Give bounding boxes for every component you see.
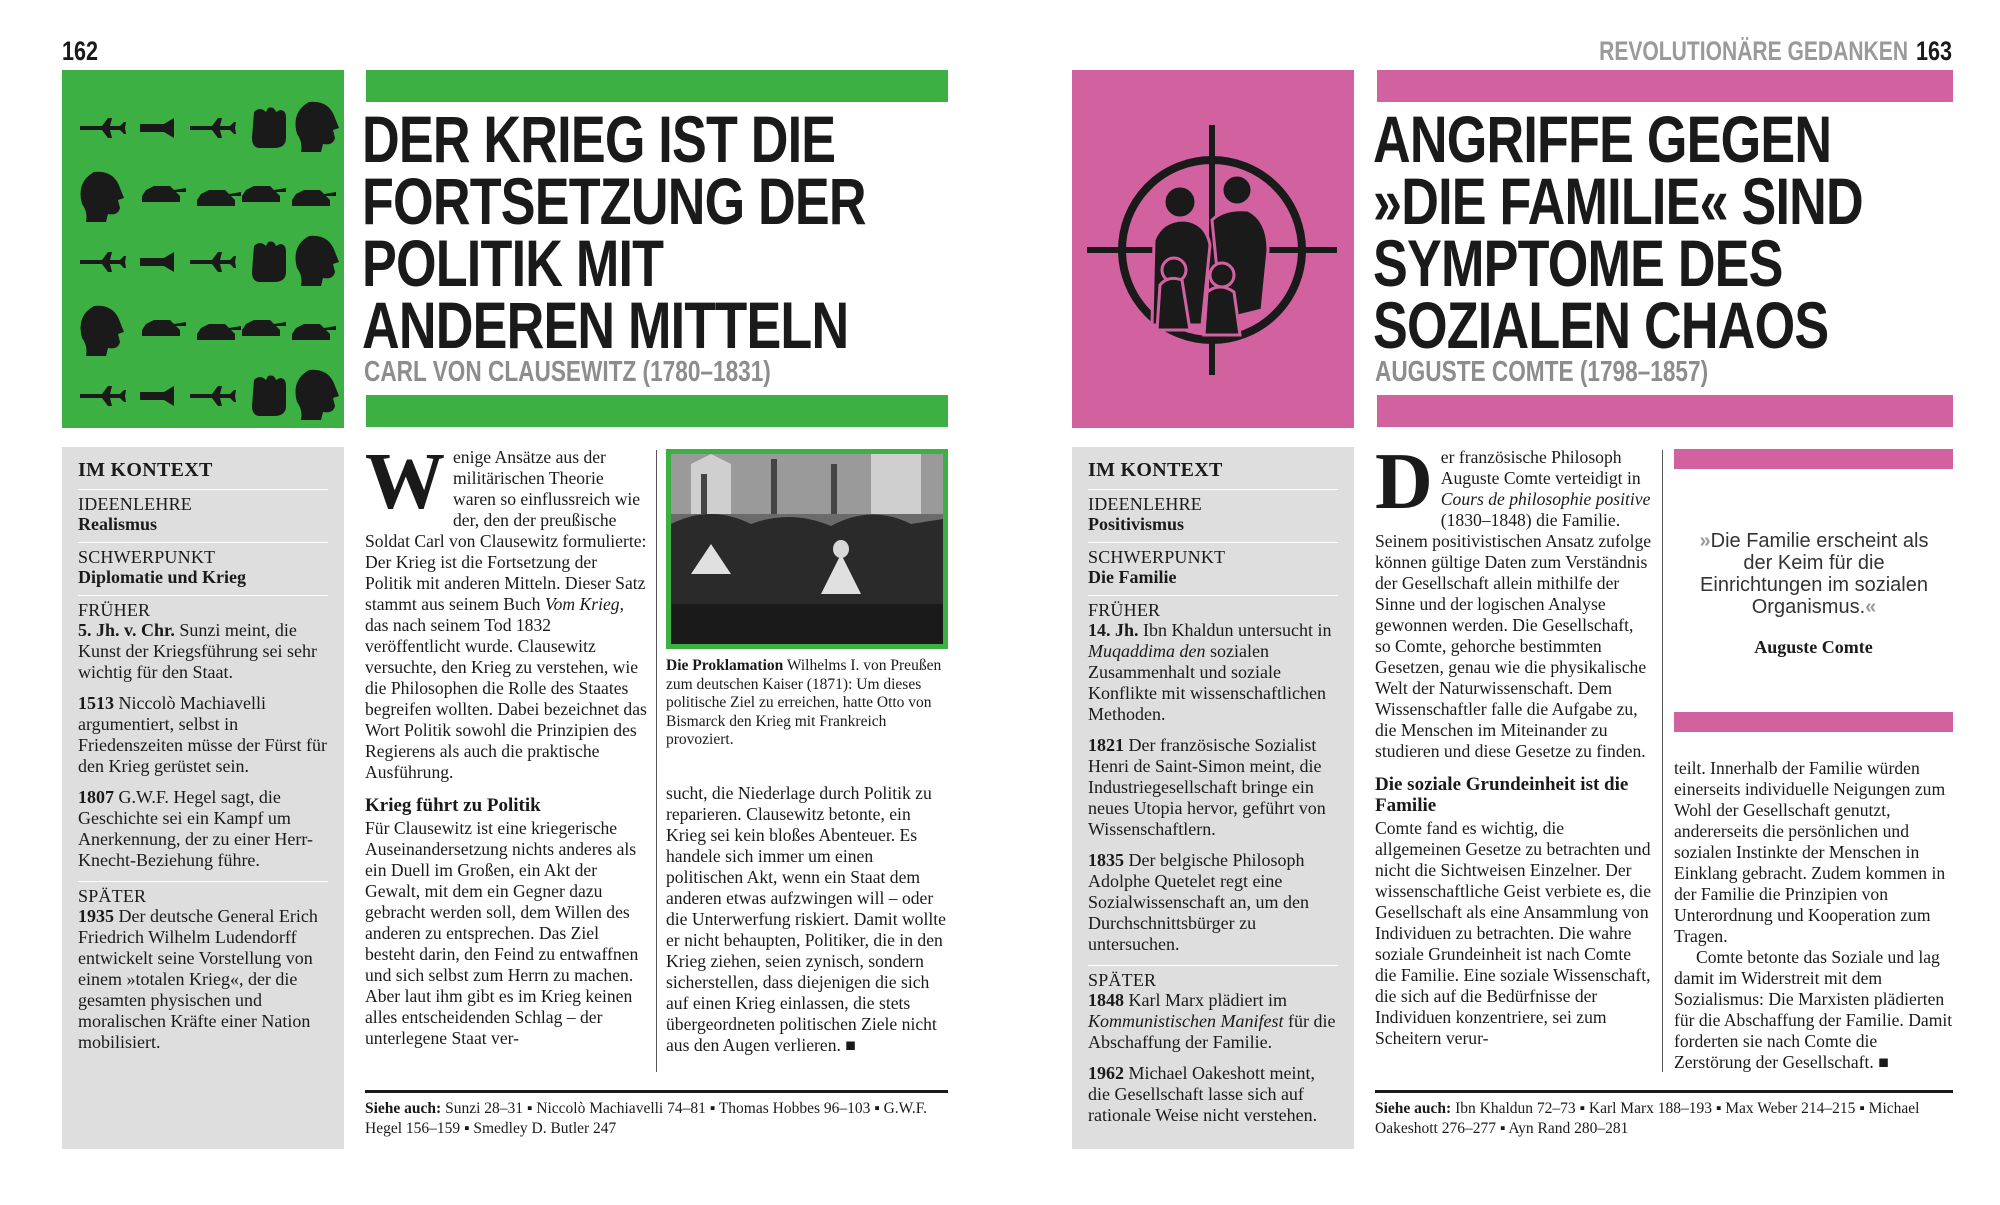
see-also-left: Siehe auch: Sunzi 28–31 ▪ Niccolò Machiavelli 74–81 ▪ Thomas Hobbes 96–103 ▪ G.W.F. Hegel 156–159 ▪ Smedley D. Butler 247 xyxy=(365,1090,948,1139)
dropcap: D xyxy=(1375,438,1433,526)
context-entry: 14. Jh. Ibn Khaldun untersucht in Muqaddima den sozialen Zusammenhalt und soziale Konflikte mit wissenschaftlichen Methoden. xyxy=(1088,620,1332,724)
title-bar-top-right xyxy=(1377,70,1953,102)
page-title-right: ANGRIFFE GEGEN »DIE FAMILIE« SIND SYMPTOME DES SOZIALEN CHAOS xyxy=(1373,102,1863,362)
title-bar-bottom-left xyxy=(366,395,948,427)
context-box-right: IM KONTEXT IDEENLEHRE Positivismus SCHWERPUNKT Die Familie FRÜHER 14. Jh. Ibn Khaldun untersucht in Muqaddima den sozialen Zusammenhalt und soziale Konflikte mit wissenschaftlichen Methoden. 1821 Der französische Sozialist Henri de Saint-Simon meint, die Industriegesellschaft bringe ein neues Utopia hervor, geführt von Wissenschaftlern. 1835 Der belgische Philosoph Adolphe Quetelet regt eine Sozialwissenschaft an, um den Durchschnittsbürger zu untersuchen. SPÄTER 1848 Karl Marx plädiert im Kommunistischen Manifest für die Abschaffung der Familie. 1962 Michael Oakeshott meint, die Gesellschaft lasse sich auf rationale Weise nicht verstehen. xyxy=(1072,447,1354,1149)
column-divider xyxy=(1662,450,1663,1072)
column-divider xyxy=(656,450,657,1072)
body-column-2-right: teilt. Innerhalb der Familie würden einerseits individuelle Neigungen zum Wohl der Gesellschaft genutzt, andererseits die persönlichen und sozialen Instinkte der Menschen in Einklang gebracht. Zudem kommen in der Familie die Prinzipien von Unterordnung und Kooperation zum Tragen. Comte betonte das Soziale und lag damit im Widerstreit mit dem Sozialismus: Die Marxisten plädierten für die Abschaffung der Familie. Damit forderten sie nach Comte die Zerstörung der Gesellschaft. ■ xyxy=(1674,758,1953,1072)
proclamation-photo xyxy=(666,449,948,649)
section-title: REVOLUTIONÄRE GEDANKEN xyxy=(1599,36,1908,66)
context-entry: 1962 Michael Oakeshott meint, die Gesellschaft lasse sich auf rationale Weise nicht verstehen. xyxy=(1088,1063,1318,1125)
family-crosshair-icon xyxy=(1072,70,1354,428)
dropcap: W xyxy=(365,438,445,526)
context-entry: 1513 Niccolò Machiavelli argumentiert, selbst in Friedenszeiten müsse der Fürst für den Krieg gerüstet sein. xyxy=(78,693,327,776)
context-heading: IM KONTEXT xyxy=(1088,459,1223,481)
context-heading: IM KONTEXT xyxy=(78,459,213,481)
page-number-left: 162 xyxy=(62,36,99,66)
body-column-2-left: sucht, die Niederlage durch Politik zu reparieren. Clausewitz betonte, ein Krieg sei kein bloßes Abenteuer. Es handele sich immer um einen politischen Akt, wenn ein Staat dem anderen etwas aufzwingen will – oder die Unterwerfung riskiert. Damit wollte er nicht behaupten, Politiker, die in den Krieg ziehen, seien zynisch, sondern sicherstellen, dass diejenigen die sich auf einen Krieg einlassen, die stets übergeordneten politischen Ziele nicht aus den Augen verlieren. ■ xyxy=(666,783,946,1055)
section-heading: Krieg führt zu Politik xyxy=(365,795,541,816)
context-entry: 5. Jh. v. Chr. Sunzi meint, die Kunst der Kriegsführung sei sehr wichtig für den Staat. xyxy=(78,620,317,682)
context-box-left: IM KONTEXT IDEENLEHRE Realismus SCHWERPUNKT Diplomatie und Krieg FRÜHER 5. Jh. v. Chr. Sunzi meint, die Kunst der Kriegsführung sei sehr wichtig für den Staat. 1513 Niccolò Machiavelli argumentiert, selbst in Friedenszeiten müsse der Fürst für den Krieg gerüstet sein. 1807 G.W.F. Hegel sagt, die Geschichte sei ein Kampf um Anerkennung, der zu einer Herr-Knecht-Beziehung führe. SPÄTER 1935 Der deutsche General Erich Friedrich Wilhelm Ludendorff entwickelt seine Vorstellung von einem »totalen Krieg«, der die gesamten physischen und moralischen Kräfte einer Nation mobilisiert. xyxy=(62,447,344,1149)
photo-caption: Die Proklamation Wilhelms I. von Preußen zum deutschen Kaiser (1871): Um dieses politische Ziel zu erreichen, hatte Otto von Bismarck den Krieg mit Frankreich provoziert. xyxy=(666,657,942,748)
pull-quote: »Die Familie erscheint als der Keim für die Einrichtungen im sozialen Organismus.« xyxy=(1699,530,1929,618)
section-heading: Die soziale Grundeinheit ist die Familie xyxy=(1375,774,1629,816)
author-left: CARL VON CLAUSEWITZ (1780–1831) xyxy=(364,356,771,388)
context-entry: 1821 Der französische Sozialist Henri de Saint-Simon meint, die Industriegesellschaft bringe ein neues Utopia hervor, geführt von Wissenschaftlern. xyxy=(1088,735,1326,839)
title-bar-top-left xyxy=(366,70,948,102)
quote-bar-top xyxy=(1674,449,1953,469)
quote-bar-bottom xyxy=(1674,712,1953,732)
page-title-left: DER KRIEG IST DIE FORTSETZUNG DER POLITIK MIT ANDEREN MITTELN xyxy=(362,102,866,362)
see-also-right: Siehe auch: Ibn Khaldun 72–73 ▪ Karl Marx 188–193 ▪ Max Weber 214–215 ▪ Michael Oakeshott 276–277 ▪ Ayn Rand 280–281 xyxy=(1375,1090,1953,1139)
war-symbols-grid-icon xyxy=(62,70,344,428)
author-right: AUGUSTE COMTE (1798–1857) xyxy=(1375,356,1709,388)
context-entry: 1807 G.W.F. Hegel sagt, die Geschichte sei ein Kampf um Anerkennung, der zu einer Herr-Knecht-Beziehung führe. xyxy=(78,787,314,870)
page-number-right: 163 xyxy=(1915,36,1952,66)
quote-author: Auguste Comte xyxy=(1754,637,1873,657)
context-entry: 1835 Der belgische Philosoph Adolphe Quetelet regt eine Sozialwissenschaft an, um den Durchschnittsbürger zu untersuchen. xyxy=(1088,850,1309,954)
body-column-1-right: D er französische Philosoph Auguste Comte verteidigt in Cours de philosophie positive (1830–1848) die Familie. Seinem positivistischen Ansatz zufolge können gültige Daten zum Verständnis der Gesellschaft allein mithilfe der Sinne und der logischen Analyse gewonnen werden. Die Gesellschaft, so Comte, gehorche bestimmten Gesetzen, genau wie die physikalische Welt der Naturwissenschaft. Dem Wissenschaftler falle die Aufgabe zu, die Menschen im Miteinander zu studieren und diese Gesetze zu finden. Die soziale Grundeinheit ist die Familie Comte fand es wichtig, die allgemeinen Gesetze zu betrachten und nicht die Sichtweisen Einzelner. Der wissenschaftliche Geist verbiete es, die Gesellschaft als eine Ansammlung von Individuen zu betrachten. Die wahre soziale Grundeinheit ist nach Comte die Familie. Eine soziale Wissenschaft, die sich auf die Bedürfnisse der Individuen konzentriere, sei zum Scheitern verur- xyxy=(1375,438,1652,1048)
context-entry: 1935 Der deutsche General Erich Friedrich Wilhelm Ludendorff entwickelt seine Vorstellung von einem »totalen Krieg«, der die gesamten physischen und moralischen Kräfte einer Nation mobilisiert. xyxy=(78,906,318,1052)
body-column-1-left: W enige Ansätze aus der militärischen Theorie waren so einflussreich wie der, den der preußische Soldat Carl von Clausewitz formulierte: Der Krieg ist die Fortsetzung der Politik mit anderen Mitteln. Dieser Satz stammt aus seinem Buch Vom Krieg, das nach seinem Tod 1832 veröffentlicht wurde. Clausewitz versuchte, den Krieg zu verstehen, wie die Philosophen die Rolle des Staates begreifen wollten. Dabei bezeichnet das Wort Politik sowohl die Prinzipien des Regierens als auch die praktische Ausführung. Krieg führt zu Politik Für Clausewitz ist eine kriegerische Auseinandersetzung nichts anderes als ein Duell im Großen, ein Akt der Gewalt, mit dem ein Gegner dazu gebracht werden soll, dem Willen des anderen zu entsprechen. Das Ziel besteht darin, den Feind zu entwaffnen und sich selbst zum Herrn zu machen. Aber laut ihm gibt es im Krieg keinen alles entscheidenden Schlag – der unterlegene Staat ver- xyxy=(365,438,647,1048)
title-bar-bottom-right xyxy=(1377,395,1953,427)
context-entry: 1848 Karl Marx plädiert im Kommunistischen Manifest für die Abschaffung der Familie. xyxy=(1088,990,1336,1052)
